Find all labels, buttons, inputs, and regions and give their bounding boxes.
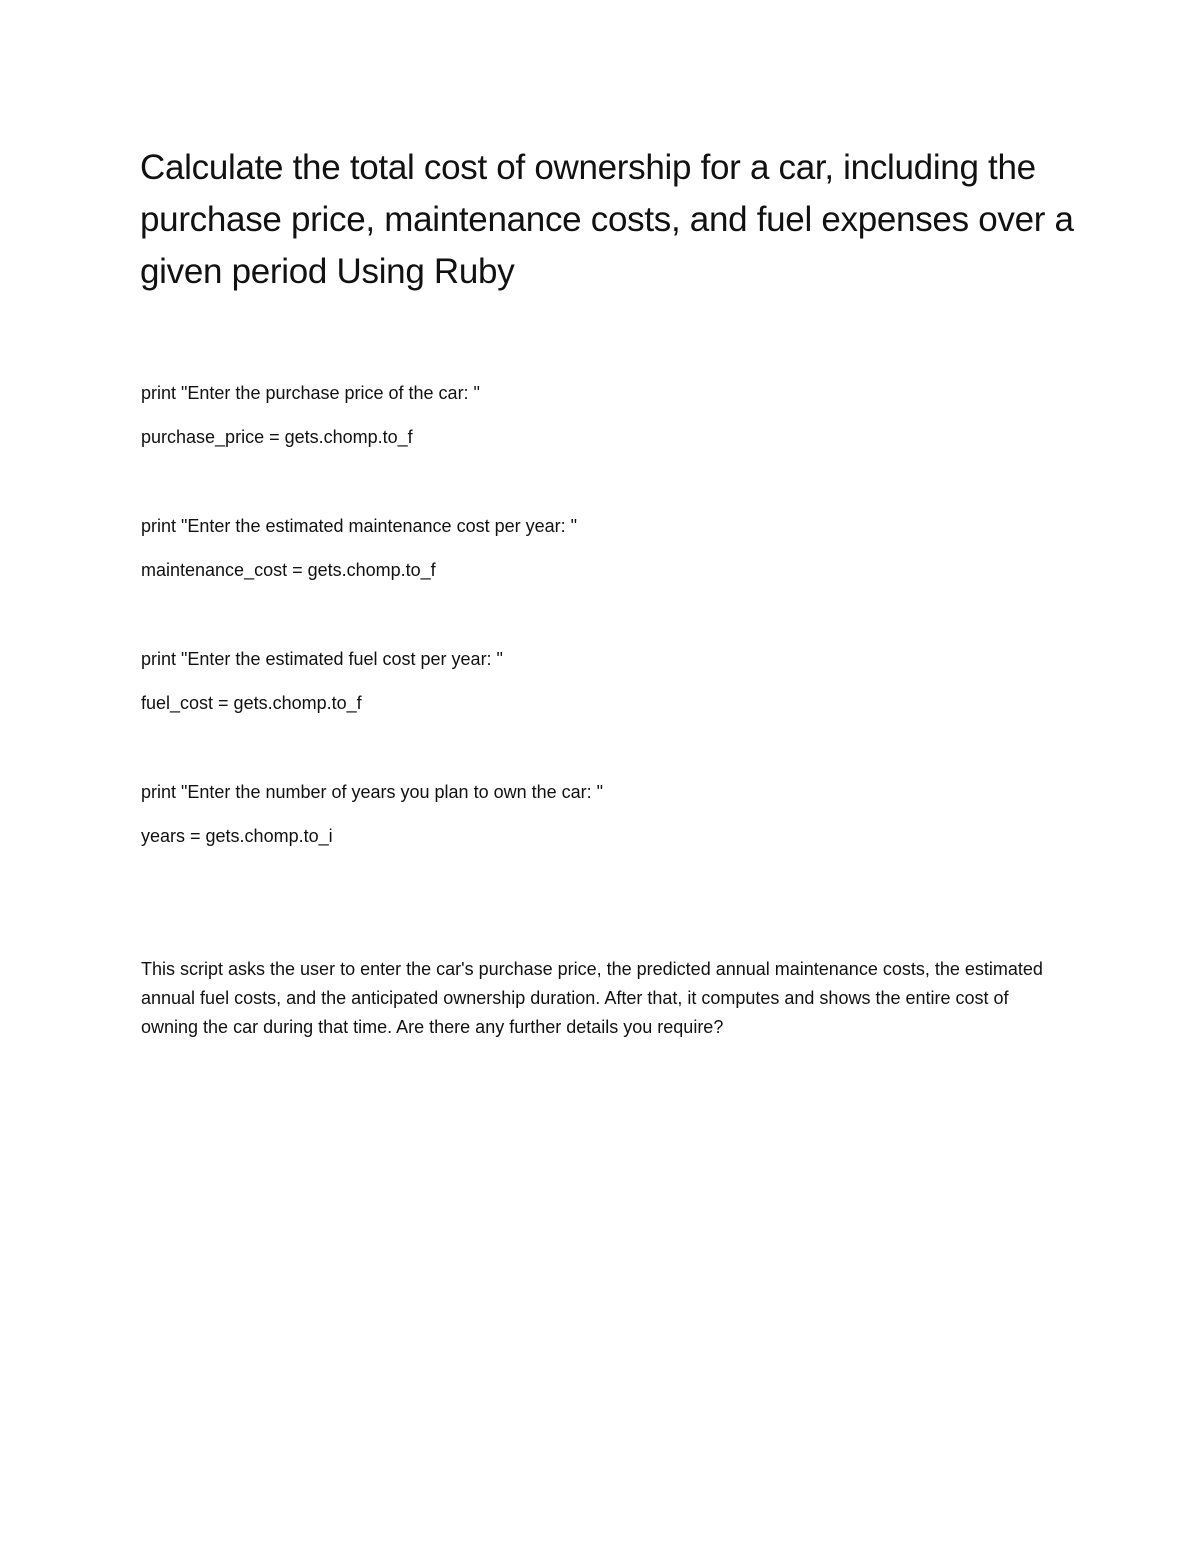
code-line-fuel-input: fuel_cost = gets.chomp.to_f — [141, 693, 362, 713]
code-line-fuel-prompt: print "Enter the estimated fuel cost per year: " — [141, 649, 503, 669]
code-line-maintenance-input: maintenance_cost = gets.chomp.to_f — [141, 560, 436, 580]
code-line-purchase-prompt: print "Enter the purchase price of the car: " — [141, 383, 480, 403]
code-line-years-input: years = gets.chomp.to_i — [141, 826, 333, 846]
code-line-purchase-input: purchase_price = gets.chomp.to_f — [141, 427, 413, 447]
code-line-maintenance-prompt: print "Enter the estimated maintenance cost per year: " — [141, 516, 577, 536]
document-title: Calculate the total cost of ownership for a car, including the purchase price, maintenance costs, and fuel expenses over a given period Using Ruby — [140, 148, 1074, 291]
code-line-years-prompt: print "Enter the number of years you plan to own the car: " — [141, 782, 604, 802]
description-paragraph: This script asks the user to enter the car's purchase price, the predicted annual maintenance costs, the estimated annual fuel costs, and the anticipated ownership duration. After that, it computes and shows the entire cost of owning the car during that time. Are there any further details you require? — [141, 959, 1043, 1037]
